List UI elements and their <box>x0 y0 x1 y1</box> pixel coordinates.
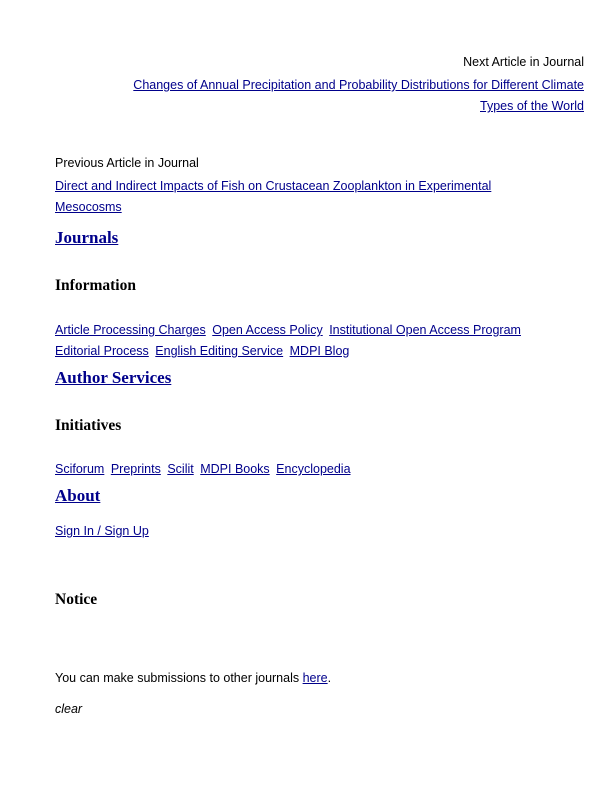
link-sign-in-sign-up[interactable]: Sign In / Sign Up <box>55 524 149 538</box>
submission-notice-prefix: You can make submissions to other journals <box>55 671 303 685</box>
link-here[interactable]: here <box>302 671 328 685</box>
information-heading: Information <box>55 277 136 294</box>
submission-notice <box>55 668 331 688</box>
next-article-link-line1[interactable]: Changes of Annual Precipitation and Probability Distributions for Different Climate <box>133 78 584 92</box>
previous-article-block <box>55 153 555 218</box>
link-scilit[interactable]: Scilit <box>167 462 194 476</box>
notice-heading: Notice <box>55 591 98 608</box>
link-open-access-policy[interactable]: Open Access Policy <box>212 323 323 337</box>
link-institutional-open-access-program[interactable]: Institutional Open Access Program <box>329 323 521 337</box>
previous-article-link-line2[interactable]: Mesocosms <box>55 200 122 214</box>
initiatives-heading: Initiatives <box>55 417 122 434</box>
previous-article-label: Previous Article in Journal <box>55 156 199 170</box>
next-article-block <box>54 52 584 117</box>
link-mdpi-books[interactable]: MDPI Books <box>200 462 270 476</box>
link-sciforum[interactable]: Sciforum <box>55 462 105 476</box>
journals-heading[interactable]: Journals <box>55 228 119 247</box>
author-services-heading[interactable]: Author Services <box>55 368 172 387</box>
information-links-row-1 <box>55 320 575 341</box>
sign-in-up-row <box>55 521 575 542</box>
next-article-link-line2[interactable]: Types of the World <box>480 99 584 113</box>
clear-text: clear <box>55 702 83 716</box>
link-english-editing-service[interactable]: English Editing Service <box>155 344 284 358</box>
information-links-row-2 <box>55 341 575 362</box>
about-heading[interactable]: About <box>55 486 101 505</box>
next-article-label: Next Article in Journal <box>463 55 584 69</box>
initiatives-links-row <box>55 459 575 480</box>
link-mdpi-blog[interactable]: MDPI Blog <box>289 344 350 358</box>
previous-article-link-line1[interactable]: Direct and Indirect Impacts of Fish on Crustacean Zooplankton in Experimental <box>55 179 492 193</box>
submission-notice-suffix: . <box>327 671 332 685</box>
link-article-processing-charges[interactable]: Article Processing Charges <box>55 323 206 337</box>
link-encyclopedia[interactable]: Encyclopedia <box>276 462 351 476</box>
link-preprints[interactable]: Preprints <box>110 462 161 476</box>
link-editorial-process[interactable]: Editorial Process <box>55 344 149 358</box>
